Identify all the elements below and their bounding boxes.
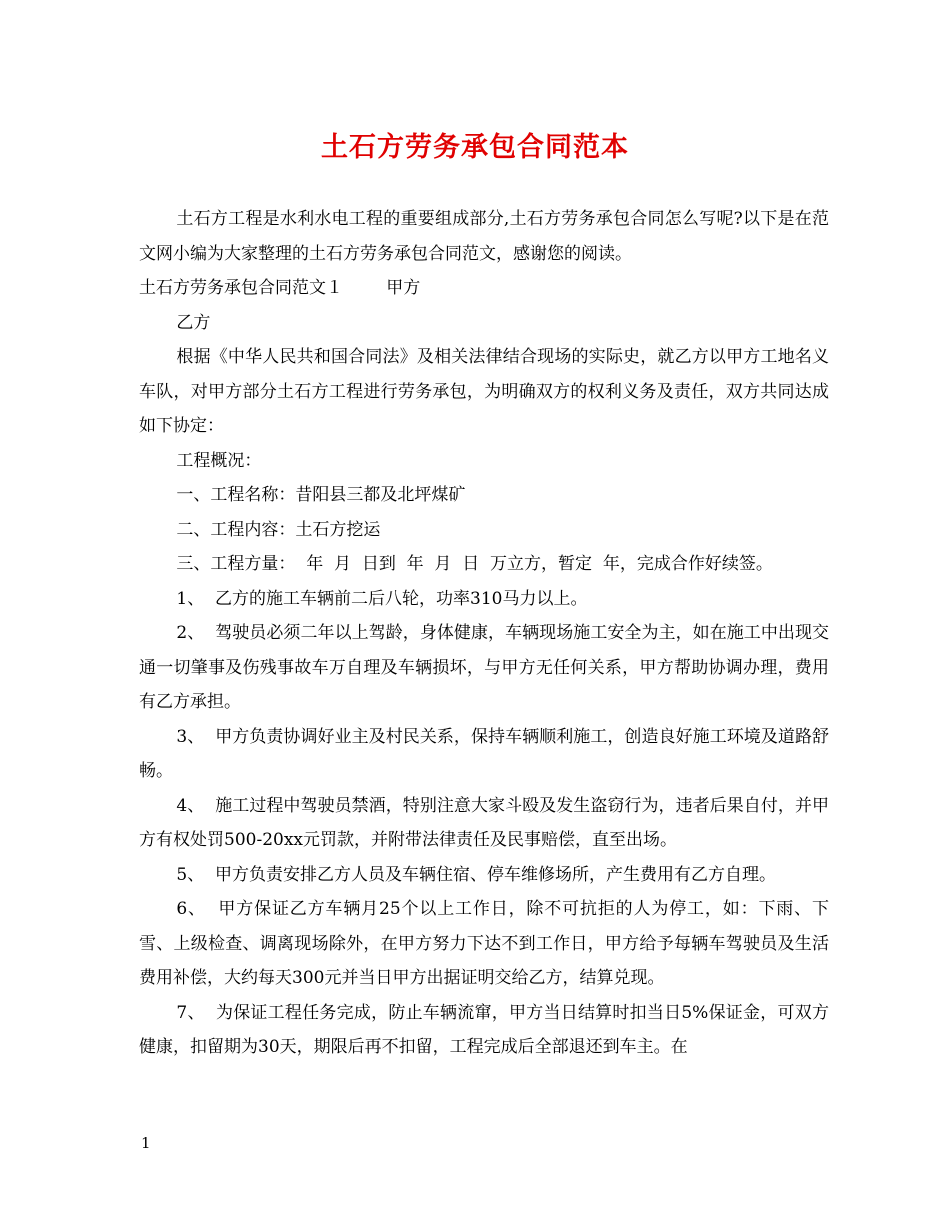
project-overview-heading: 工程概况：: [176, 450, 262, 471]
document-title: 土石方劳务承包合同范本: [321, 132, 629, 163]
document-body: [139, 202, 829, 1065]
clause-6: 6、 甲方保证乙方车辆月25个以上工作日，除不可抗拒的人为停工，如：下雨、下雪、上级检查、调离现场除外，在甲方努力下达不到工作日，甲方给予每辆车驾驶员及生活费用补偿，大约每天300元并当日甲方出据证明交给乙方，结算兑现。: [139, 899, 829, 988]
contract-heading-party-a: 土石方劳务承包合同范文１ 甲方: [139, 278, 421, 298]
intro-paragraph: 土石方工程是水利水电工程的重要组成部分,土石方劳务承包合同怎么写呢?以下是在范文网小编为大家整理的土石方劳务承包合同范文，感谢您的阅读。: [139, 209, 829, 264]
clause-5: 5、 甲方负责安排乙方人员及车辆住宿、停车维修场所，产生费用有乙方自理。: [176, 864, 777, 885]
project-content-item: 二、工程内容：土石方挖运: [176, 519, 381, 540]
project-name-item: 一、工程名称：昔阳县三都及北坪煤矿: [176, 485, 466, 505]
clause-7: 7、 为保证工程任务完成，防止车辆流窜，甲方当日结算时扣当日5%保证金，可双方健康，扣留期为30天，期限后再不扣留，工程完成后全部退还到车主。在: [139, 1002, 829, 1057]
clause-4: 4、 施工过程中驾驶员禁酒，特别注意大家斗殴及发生盗窃行为，违者后果自付，并甲方有权处罚500-20xx元罚款，并附带法律责任及民事赔偿，直至出场。: [139, 795, 829, 850]
party-b-label: 乙方: [176, 312, 211, 333]
clause-1: 1、 乙方的施工车辆前二后八轮，功率310马力以上。: [176, 588, 588, 609]
project-volume-item: 三、工程方量： 年 月 日到 年 月 日 万立方，暂定 年，完成合作好续签。: [176, 554, 773, 574]
clause-3: 3、 甲方负责协调好业主及村民关系，保持车辆顺利施工，创造良好施工环境及道路舒畅。: [139, 726, 829, 781]
page-number: 1: [141, 1134, 151, 1152]
clause-2: 2、 驾驶员必须二年以上驾龄，身体健康，车辆现场施工安全为主，如在施工中出现交通一切肇事及伤残事故车万自理及车辆损坏，与甲方无任何关系，甲方帮助协调办理，费用有乙方承担。: [139, 623, 829, 712]
preamble-paragraph: 根据《中华人民共和国合同法》及相关法律结合现场的实际史，就乙方以甲方工地名义车队，对甲方部分土石方工程进行劳务承包，为明确双方的权利义务及责任，双方共同达成如下协定：: [139, 347, 829, 436]
